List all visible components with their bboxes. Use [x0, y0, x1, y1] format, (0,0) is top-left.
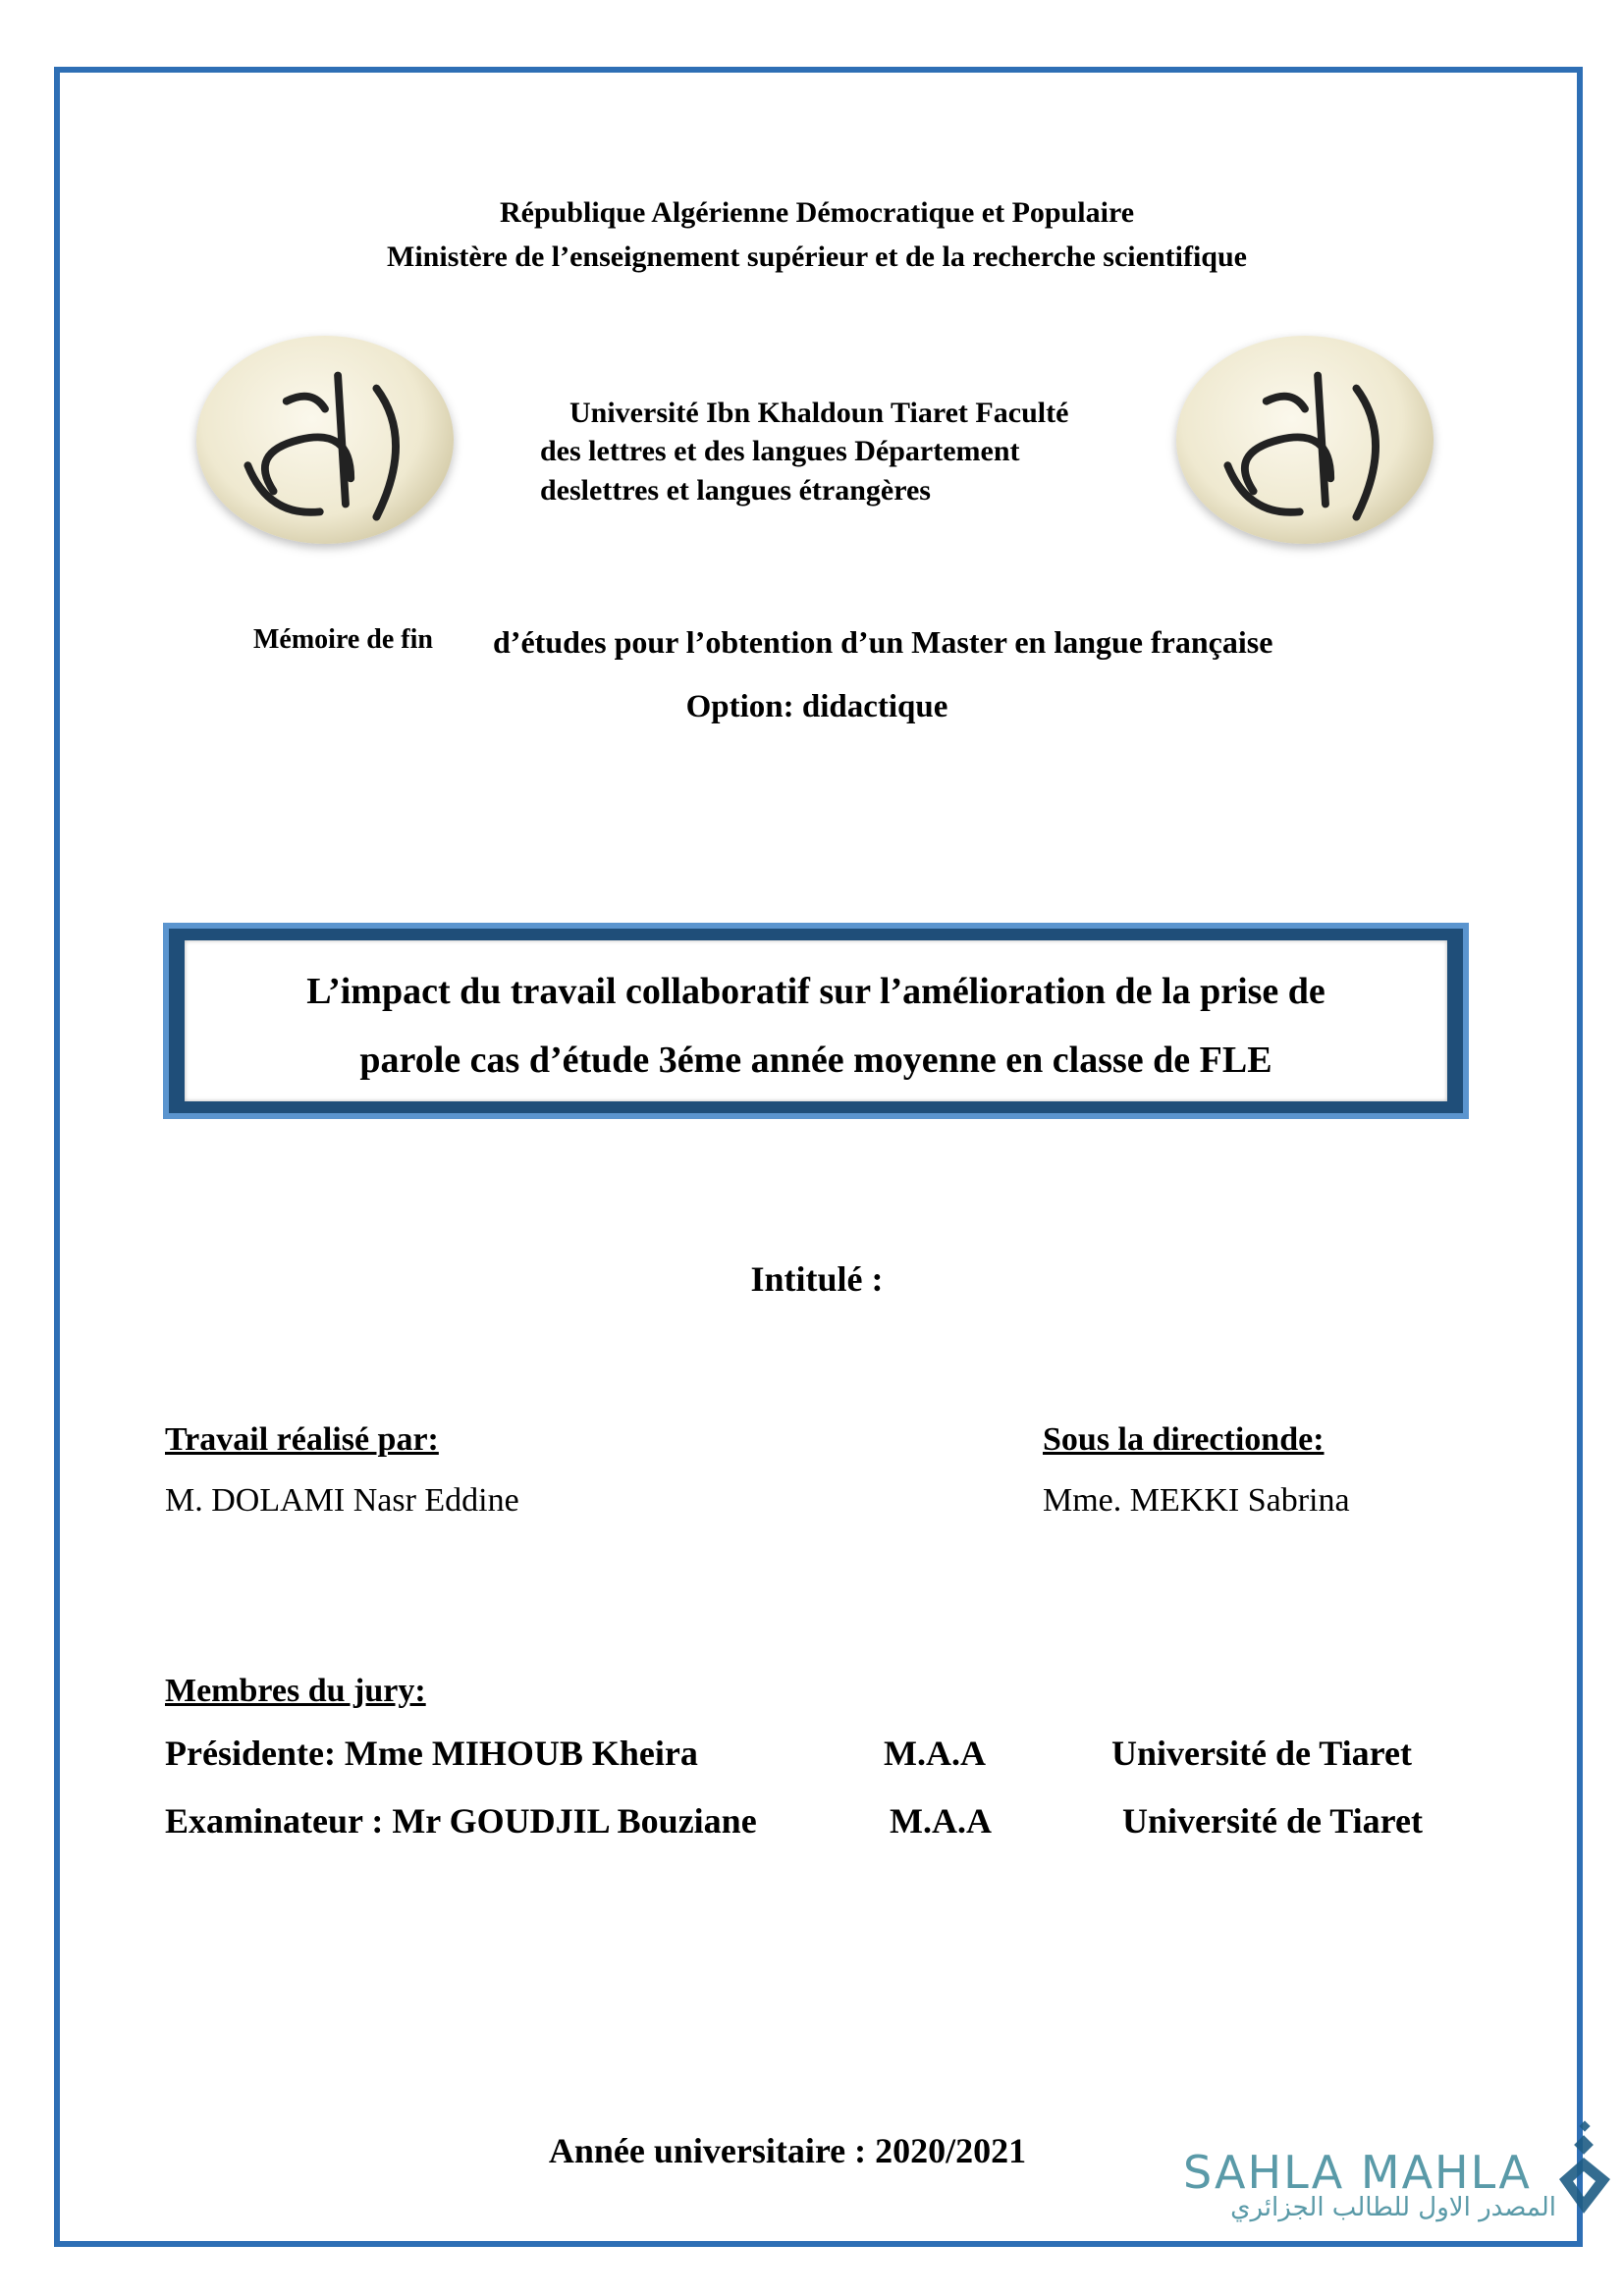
watermark-tagline: المصدر الاول للطالب الجزائري	[1230, 2193, 1556, 2222]
jury-member-1-institution: Université de Tiaret	[1111, 1734, 1412, 1773]
sahla-mahla-logo-icon	[1551, 2120, 1620, 2228]
jury-label: Membres du jury:	[165, 1673, 426, 1709]
thesis-title-box	[163, 923, 1469, 1119]
jury-member-2-grade: M.A.A	[890, 1801, 992, 1841]
director-name: Mme. MEKKI Sabrina	[1043, 1482, 1350, 1519]
sahla-mahla-watermark	[1183, 2146, 1556, 2222]
thesis-title-line-2: parole cas d’étude 3éme année moyenne en classe de FLE	[359, 1040, 1272, 1081]
jury-member-1-grade: M.A.A	[884, 1734, 986, 1773]
jury-member-2-name: Examinateur : Mr GOUDJIL Bouziane	[165, 1801, 757, 1841]
republic-line: République Algérienne Démocratique et Populaire	[499, 196, 1135, 229]
author-name: M. DOLAMI Nasr Eddine	[165, 1482, 519, 1519]
university-line-3: deslettres et langues étrangères	[540, 474, 931, 507]
academic-year: Année universitaire : 2020/2021	[548, 2131, 1027, 2170]
memoire-purpose: d’études pour l’obtention d’un Master en langue française	[493, 624, 1273, 660]
calligraphy-emblem-icon	[1176, 336, 1434, 544]
ministry-line: Ministère de l’enseignement supérieur et de la recherche scientifique	[387, 240, 1247, 273]
calligraphy-emblem-icon	[196, 336, 454, 544]
director-label: Sous la directionde:	[1043, 1421, 1325, 1458]
university-logo-left	[196, 336, 454, 544]
intitule-label: Intitulé :	[750, 1259, 884, 1299]
jury-member-2-institution: Université de Tiaret	[1122, 1801, 1423, 1841]
university-logo-right	[1176, 336, 1434, 544]
watermark-brand: SAHLA MAHLA	[1183, 2146, 1532, 2199]
university-line-1: Université Ibn Khaldoun Tiaret Faculté	[569, 397, 1069, 429]
option-line: Option: didactique	[685, 689, 948, 724]
author-label: Travail réalisé par:	[165, 1421, 439, 1458]
thesis-title-line-1: L’impact du travail collaboratif sur l’amélioration de la prise de	[306, 971, 1325, 1012]
jury-member-1-name: Présidente: Mme MIHOUB Kheira	[165, 1734, 698, 1773]
memoire-prefix: Mémoire de fin	[253, 624, 433, 655]
university-line-2: des lettres et des langues Département	[540, 435, 1020, 467]
